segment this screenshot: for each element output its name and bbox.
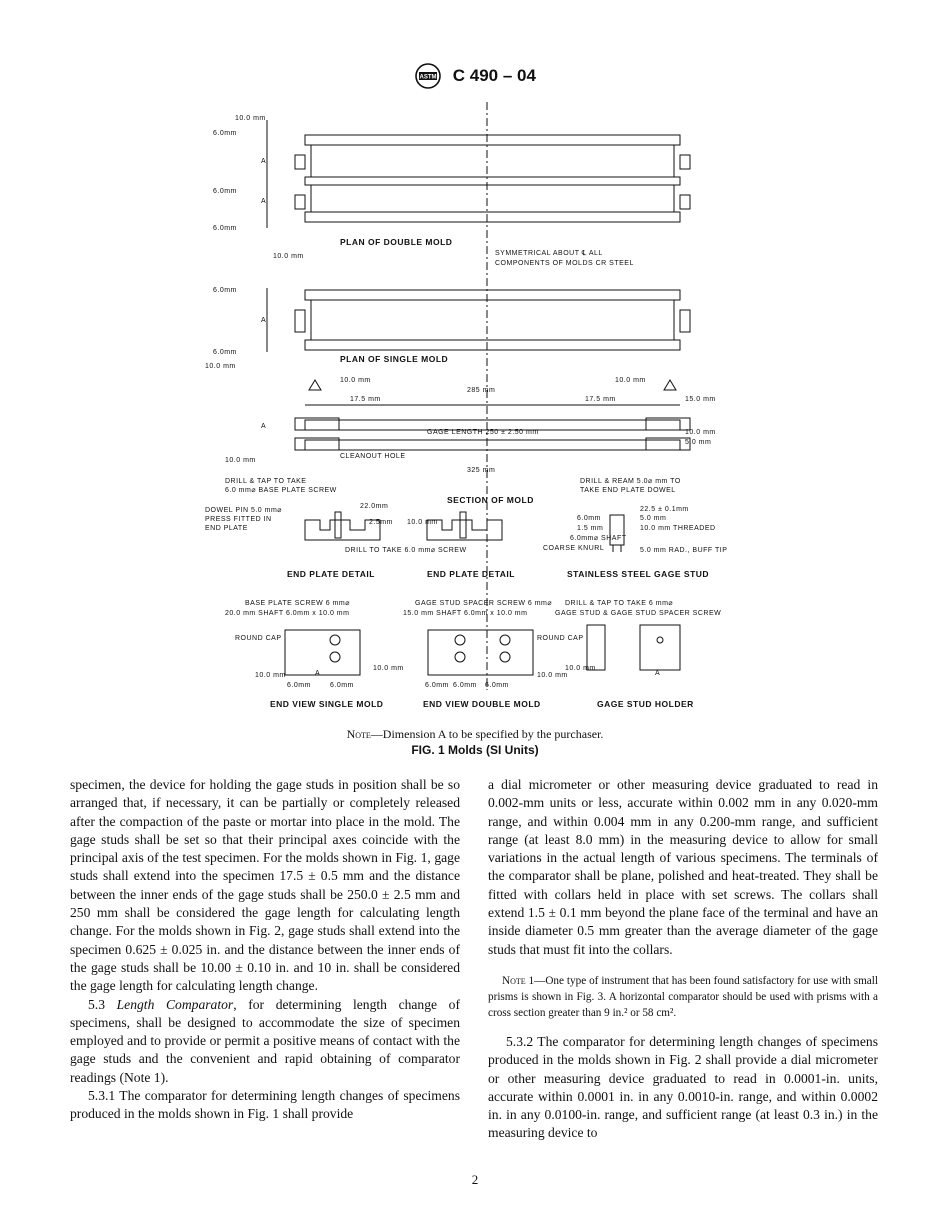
end-plate-details [305, 512, 502, 540]
gage-length-label: GAGE LENGTH 250 ± 2.50 mm [427, 429, 539, 436]
svg-text:ASTM: ASTM [419, 74, 437, 81]
svg-text:6.0mm: 6.0mm [485, 682, 509, 689]
svg-text:ROUND CAP: ROUND CAP [537, 635, 584, 642]
svg-text:TAKE END PLATE DOWEL: TAKE END PLATE DOWEL [580, 487, 676, 494]
svg-text:10.0 mm: 10.0 mm [373, 665, 404, 672]
designation: C 490 – 04 [452, 66, 536, 85]
svg-text:6.0mm: 6.0mm [213, 188, 237, 195]
svg-text:A: A [261, 198, 267, 205]
mold-drawing [195, 100, 755, 720]
svg-text:6.0mm: 6.0mm [577, 515, 601, 522]
svg-text:DRILL & REAM 5.0⌀ mm TO: DRILL & REAM 5.0⌀ mm TO [580, 478, 681, 485]
svg-text:ROUND CAP: ROUND CAP [235, 635, 282, 642]
end-views [285, 625, 680, 675]
svg-text:DRILL & TAP TO TAKE: DRILL & TAP TO TAKE [225, 478, 307, 485]
figure-molds [195, 100, 755, 720]
paragraph: a dial micrometer or other measuring device graduated to read in 0.002-mm units or less, accurate within 0.002 mm in any 0.020-mm range, and within 0.004 mm in any 0.200-mm range, and sufficient range (at least 8.0 mm) in the measuring device to allow for small variations in the actual length of various specimens. The terminals of the comparator shall be plane, polished and heat-treated. They shall be fitted with collars held in place with set screws. The collars shall extend 1.5 ± 0.1 mm beyond the plane face of the terminal and have an inside diameter 0.5 mm greater than the average diameter of the gage studs that must fit into the collars. [488, 777, 878, 957]
svg-text:END PLATE DETAIL: END PLATE DETAIL [287, 569, 375, 579]
plan-single-title: PLAN OF SINGLE MOLD [340, 354, 449, 364]
astm-logo-icon [414, 62, 442, 90]
svg-text:10.0 mm: 10.0 mm [225, 457, 256, 464]
svg-text:COMPONENTS OF MOLDS CR STEEL: COMPONENTS OF MOLDS CR STEEL [495, 260, 634, 267]
svg-text:A: A [315, 670, 321, 677]
svg-text:10.0 mm: 10.0 mm [273, 253, 304, 260]
svg-text:10.0 mm: 10.0 mm [255, 672, 286, 679]
svg-text:A: A [261, 423, 267, 430]
svg-text:BASE PLATE SCREW 6 mm⌀: BASE PLATE SCREW 6 mm⌀ [245, 600, 350, 607]
single-mold-plan [295, 290, 690, 350]
page-header [0, 62, 950, 90]
svg-text:285 mm: 285 mm [467, 387, 496, 394]
svg-text:5.0 mm: 5.0 mm [640, 515, 667, 522]
svg-text:10.0 mm: 10.0 mm [615, 377, 646, 384]
right-column [488, 776, 878, 1143]
svg-text:10.0 mm: 10.0 mm [537, 672, 568, 679]
svg-text:22.5 ± 0.1mm: 22.5 ± 0.1mm [640, 506, 689, 513]
svg-text:END VIEW SINGLE MOLD: END VIEW SINGLE MOLD [270, 699, 384, 709]
svg-text:10.0 mm: 10.0 mm [685, 429, 716, 436]
svg-text:10.0 mm THREADED: 10.0 mm THREADED [640, 525, 716, 532]
svg-text:6.0mm: 6.0mm [330, 682, 354, 689]
svg-text:DRILL & TAP TO TAKE 6 mm⌀: DRILL & TAP TO TAKE 6 mm⌀ [565, 600, 674, 607]
svg-text:GAGE STUD HOLDER: GAGE STUD HOLDER [597, 699, 694, 709]
dim-10mm-top: 10.0 mm [235, 115, 266, 122]
svg-text:10.0 mm: 10.0 mm [340, 377, 371, 384]
svg-text:6.0mm⌀ SHAFT: 6.0mm⌀ SHAFT [570, 535, 627, 542]
svg-text:CLEANOUT HOLE: CLEANOUT HOLE [340, 453, 406, 460]
paragraph: specimen, the device for holding the gage studs in position shall be so arranged that, if necessary, it can be partially or completely released after the compaction of the paste or mortar into place in the mold. The gage studs shall be set so that their principal axes coincide with the principal axis of the test specimen. For the molds shown in Fig. 1, gage studs shall extend into the specimen 17.5 ± 0.5 mm and the distance between the inner ends of the gage studs shall be 250.0 ± 2.5 mm and 250 mm shall be considered the gage length for calculating length change. For the molds shown in Fig. 2, gage studs shall extend into the specimen 0.625 ± 0.025 in. and the distance between the inner ends of the gage studs shall be 10.00 ± 0.10 in. and 10 in. shall be considered the gage length for calculating length change. [70, 777, 460, 994]
paragraph-5-3-2: 5.3.2 The comparator for determining length changes of specimens produced in the molds shown in Fig. 2 shall provide a dial micrometer or other measuring device graduated to read in 0.0001-in. units, accurate within 0.0001 in. in any 0.0010-in. range, and within 0.0002 in. in any 0.0100-in. range, and sufficient range (at least 0.3 in.) in the measuring device to [488, 1033, 878, 1141]
svg-text:PRESS FITTED IN: PRESS FITTED IN [205, 516, 272, 523]
gage-stud-title: STAINLESS STEEL GAGE STUD [567, 569, 710, 579]
svg-text:END PLATE DETAIL: END PLATE DETAIL [427, 569, 515, 579]
svg-text:GAGE STUD & GAGE STUD SPACER S: GAGE STUD & GAGE STUD SPACER SCREW [555, 610, 722, 617]
svg-text:6.0mm: 6.0mm [213, 349, 237, 356]
svg-text:325 mm: 325 mm [467, 467, 496, 474]
svg-text:6.0mm: 6.0mm [425, 682, 449, 689]
svg-text:10.0 mm: 10.0 mm [407, 519, 438, 526]
svg-text:DOWEL PIN 5.0 mm⌀: DOWEL PIN 5.0 mm⌀ [205, 507, 283, 514]
note-1: Note 1—One type of instrument that has been found satisfactory for use with small prisms is shown in Fig. 3. A horizontal comparator should be used with prisms with a cross section greater than 9 in.² or 58 cm². [488, 974, 878, 1019]
page-number: 2 [471, 1172, 479, 1187]
svg-text:A: A [261, 158, 267, 165]
section-title: SECTION OF MOLD [447, 495, 534, 505]
svg-text:DRILL TO TAKE 6.0 mm⌀ SCREW: DRILL TO TAKE 6.0 mm⌀ SCREW [345, 547, 467, 554]
svg-text:END PLATE: END PLATE [205, 525, 248, 532]
svg-text:22.0mm: 22.0mm [360, 503, 389, 510]
double-mold-plan [295, 135, 690, 222]
plan-double-title: PLAN OF DOUBLE MOLD [340, 237, 453, 247]
svg-text:5.0 mm: 5.0 mm [685, 439, 712, 446]
svg-text:COARSE KNURL: COARSE KNURL [543, 545, 605, 552]
svg-text:5.0 mm RAD., BUFF TIP: 5.0 mm RAD., BUFF TIP [640, 547, 728, 554]
svg-text:15.0 mm SHAFT 6.0mm x 10.0 mm: 15.0 mm SHAFT 6.0mm x 10.0 mm [403, 610, 528, 617]
svg-text:6.0mm: 6.0mm [287, 682, 311, 689]
svg-text:GAGE STUD SPACER SCREW 6 mm⌀: GAGE STUD SPACER SCREW 6 mm⌀ [415, 600, 553, 607]
svg-text:6.0 mm⌀ BASE PLATE SCREW: 6.0 mm⌀ BASE PLATE SCREW [225, 487, 337, 494]
svg-text:6.0mm: 6.0mm [453, 682, 477, 689]
figure-note: Note—Dimension A to be specified by the purchaser. [346, 727, 604, 741]
gage-stud-drawing [610, 515, 624, 552]
figure-caption: FIG. 1 Molds (SI Units) [411, 743, 539, 757]
svg-text:17.5 mm: 17.5 mm [585, 396, 616, 403]
svg-text:2.5mm: 2.5mm [369, 519, 393, 526]
svg-text:6.0mm: 6.0mm [213, 130, 237, 137]
svg-text:1.5 mm: 1.5 mm [577, 525, 604, 532]
svg-text:6.0mm: 6.0mm [213, 287, 237, 294]
svg-text:END VIEW DOUBLE MOLD: END VIEW DOUBLE MOLD [423, 699, 541, 709]
paragraph-5-3: 5.3 Length Comparator, for determining length change of specimens, shall be designed to accommodate the size of specimen employed and to provide or permit a positive means of contact with the gage studs and the convenient and rapid obtaining of comparator readings (Note 1). [70, 996, 460, 1085]
svg-text:10.0 mm: 10.0 mm [205, 363, 236, 370]
svg-text:A: A [261, 317, 267, 324]
svg-text:6.0mm: 6.0mm [213, 225, 237, 232]
svg-text:15.0 mm: 15.0 mm [685, 396, 716, 403]
svg-text:A: A [655, 670, 661, 677]
paragraph-5-3-1: 5.3.1 The comparator for determining length changes of specimens produced in the molds shown in Fig. 1 shall provide [70, 1088, 460, 1122]
svg-text:10.0 mm: 10.0 mm [565, 665, 596, 672]
svg-text:17.5 mm: 17.5 mm [350, 396, 381, 403]
svg-text:20.0 mm SHAFT 6.0mm x 10.0 mm: 20.0 mm SHAFT 6.0mm x 10.0 mm [225, 610, 350, 617]
svg-text:SYMMETRICAL ABOUT ℄ ALL: SYMMETRICAL ABOUT ℄ ALL [495, 250, 603, 257]
left-column [70, 776, 460, 1124]
